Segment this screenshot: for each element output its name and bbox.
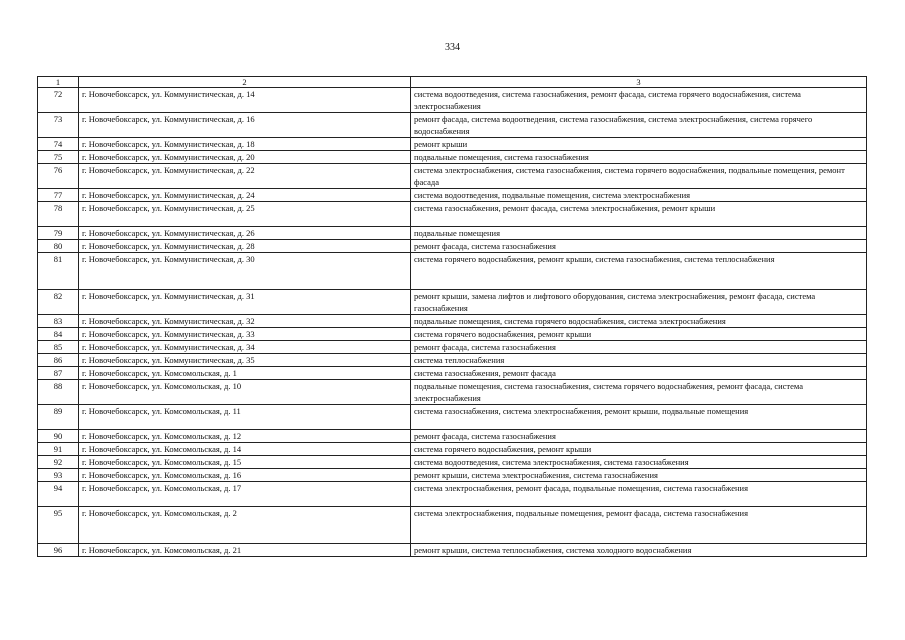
row-works: ремонт крыши, система электроснабжения, система газоснабжения [411,469,867,482]
row-address: г. Новочебоксарск, ул. Коммунистическая, д. 32 [79,315,411,328]
row-works: ремонт фасада, система газоснабжения [411,430,867,443]
row-number: 83 [38,315,79,328]
row-works: система теплоснабжения [411,354,867,367]
table-row [38,253,867,290]
row-number: 90 [38,430,79,443]
row-works: ремонт крыши, замена лифтов и лифтового оборудования, система электроснабжения, ремонт фасада, система газоснабжения [411,290,867,315]
table-row [38,315,867,328]
table-row [38,151,867,164]
row-works: ремонт фасада, система газоснабжения [411,240,867,253]
row-number: 72 [38,88,79,113]
row-number: 84 [38,328,79,341]
table-header-row [38,77,867,88]
row-address: г. Новочебоксарск, ул. Комсомольская, д. 21 [79,544,411,557]
row-number: 78 [38,202,79,227]
row-number: 96 [38,544,79,557]
row-works: ремонт фасада, система газоснабжения [411,341,867,354]
row-works: система водоотведения, система электроснабжения, система газоснабжения [411,456,867,469]
table-row [38,405,867,430]
row-number: 87 [38,367,79,380]
table-row [38,380,867,405]
row-address: г. Новочебоксарск, ул. Коммунистическая, д. 25 [79,202,411,227]
row-number: 85 [38,341,79,354]
table-row [38,113,867,138]
row-address: г. Новочебоксарск, ул. Коммунистическая, д. 31 [79,290,411,315]
row-address: г. Новочебоксарск, ул. Комсомольская, д. 1 [79,367,411,380]
table-row [38,164,867,189]
row-address: г. Новочебоксарск, ул. Комсомольская, д. 2 [79,507,411,544]
row-works: система газоснабжения, система электроснабжения, ремонт крыши, подвальные помещения [411,405,867,430]
row-number: 75 [38,151,79,164]
row-address: г. Новочебоксарск, ул. Коммунистическая, д. 26 [79,227,411,240]
row-works: ремонт крыши, система теплоснабжения, система холодного водоснабжения [411,544,867,557]
table-row [38,354,867,367]
row-address: г. Новочебоксарск, ул. Комсомольская, д. 15 [79,456,411,469]
row-number: 86 [38,354,79,367]
row-works: подвальные помещения, система горячего водоснабжения, система электроснабжения [411,315,867,328]
row-works: система водоотведения, подвальные помещения, система электроснабжения [411,189,867,202]
row-number: 89 [38,405,79,430]
row-address: г. Новочебоксарск, ул. Комсомольская, д. 17 [79,482,411,507]
row-address: г. Новочебоксарск, ул. Коммунистическая, д. 28 [79,240,411,253]
row-address: г. Новочебоксарск, ул. Коммунистическая, д. 18 [79,138,411,151]
row-works: система электроснабжения, система газоснабжения, система горячего водоснабжения, подвальные помещения, ремонт фасада [411,164,867,189]
row-works: система электроснабжения, подвальные помещения, ремонт фасада, система газоснабжения [411,507,867,544]
table-row [38,328,867,341]
table-row [38,443,867,456]
table-row [38,367,867,380]
table-row [38,88,867,113]
row-address: г. Новочебоксарск, ул. Комсомольская, д. 16 [79,469,411,482]
table-row [38,138,867,151]
page-number: 334 [445,42,460,53]
table-row [38,482,867,507]
row-address: г. Новочебоксарск, ул. Комсомольская, д. 12 [79,430,411,443]
row-works: система газоснабжения, ремонт фасада [411,367,867,380]
row-number: 94 [38,482,79,507]
row-address: г. Новочебоксарск, ул. Коммунистическая, д. 34 [79,341,411,354]
table-row [38,189,867,202]
row-number: 95 [38,507,79,544]
row-works: система водоотведения, система газоснабжения, ремонт фасада, система горячего водоснабжения, система электроснабжения [411,88,867,113]
row-address: г. Новочебоксарск, ул. Коммунистическая, д. 20 [79,151,411,164]
table-row [38,430,867,443]
row-works: подвальные помещения, система газоснабжения [411,151,867,164]
row-number: 79 [38,227,79,240]
row-number: 73 [38,113,79,138]
column-header-works: 3 [411,77,867,88]
row-number: 76 [38,164,79,189]
row-works: система горячего водоснабжения, ремонт крыши [411,328,867,341]
row-number: 82 [38,290,79,315]
row-address: г. Новочебоксарск, ул. Комсомольская, д. 10 [79,380,411,405]
row-number: 92 [38,456,79,469]
row-works: система горячего водоснабжения, ремонт крыши [411,443,867,456]
table-row [38,202,867,227]
row-works: подвальные помещения [411,227,867,240]
column-header-address: 2 [79,77,411,88]
row-number: 81 [38,253,79,290]
table-row [38,456,867,469]
row-number: 91 [38,443,79,456]
table-row [38,290,867,315]
row-address: г. Новочебоксарск, ул. Коммунистическая, д. 33 [79,328,411,341]
row-works: система горячего водоснабжения, ремонт крыши, система газоснабжения, система теплоснабжения [411,253,867,290]
table-row [38,507,867,544]
row-address: г. Новочебоксарск, ул. Комсомольская, д. 11 [79,405,411,430]
row-address: г. Новочебоксарск, ул. Коммунистическая, д. 24 [79,189,411,202]
row-address: г. Новочебоксарск, ул. Коммунистическая, д. 22 [79,164,411,189]
table-row [38,240,867,253]
table-row [38,469,867,482]
row-works: ремонт фасада, система водоотведения, система газоснабжения, система электроснабжения, система горячего водоснабжения [411,113,867,138]
column-header-number: 1 [38,77,79,88]
row-number: 77 [38,189,79,202]
row-number: 93 [38,469,79,482]
row-number: 74 [38,138,79,151]
table-row [38,544,867,557]
row-number: 80 [38,240,79,253]
table-row [38,341,867,354]
table-row [38,227,867,240]
row-address: г. Новочебоксарск, ул. Коммунистическая, д. 14 [79,88,411,113]
row-works: система газоснабжения, ремонт фасада, система электроснабжения, ремонт крыши [411,202,867,227]
registry-table [37,76,867,557]
row-address: г. Новочебоксарск, ул. Коммунистическая, д. 30 [79,253,411,290]
row-works: система электроснабжения, ремонт фасада, подвальные помещения, система газоснабжения [411,482,867,507]
row-address: г. Новочебоксарск, ул. Коммунистическая, д. 35 [79,354,411,367]
row-number: 88 [38,380,79,405]
row-works: подвальные помещения, система газоснабжения, система горячего водоснабжения, ремонт фасада, система электроснабжения [411,380,867,405]
row-works: ремонт крыши [411,138,867,151]
row-address: г. Новочебоксарск, ул. Коммунистическая, д. 16 [79,113,411,138]
row-address: г. Новочебоксарск, ул. Комсомольская, д. 14 [79,443,411,456]
